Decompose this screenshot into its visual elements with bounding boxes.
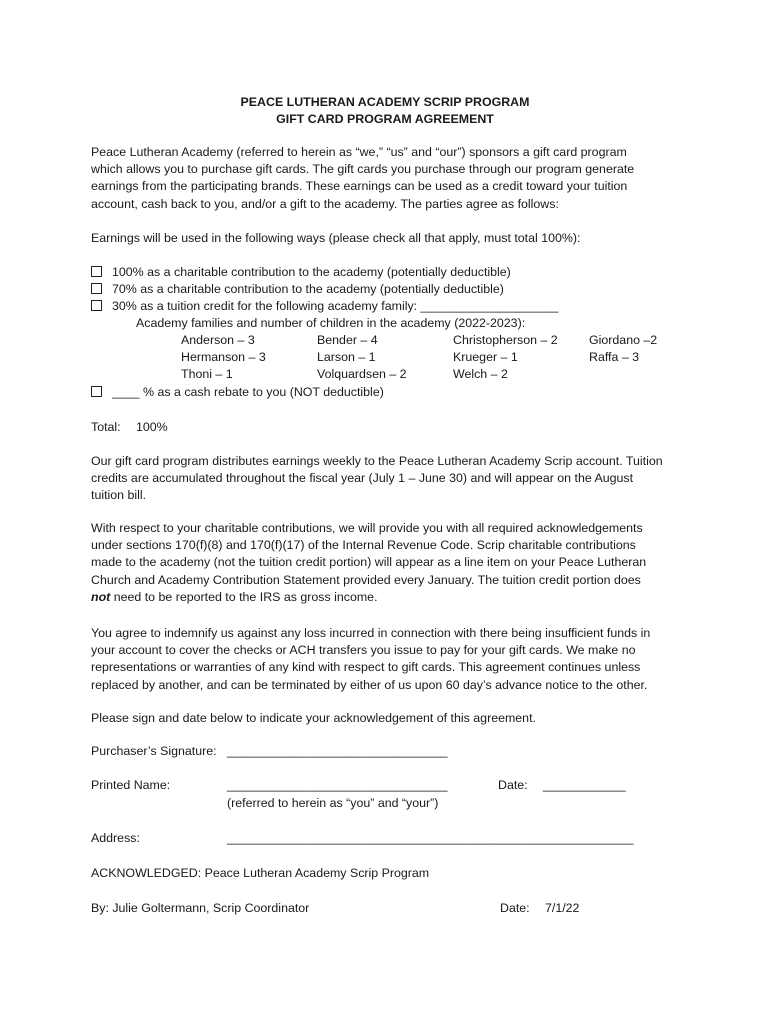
total-value: 100% xyxy=(136,420,168,434)
acknowledged-line: ACKNOWLEDGED: Peace Lutheran Academy Scrip Program xyxy=(91,866,430,880)
option-tuition-credit-30: 30% as a tuition credit for the following academy family: ____________________ xyxy=(91,298,558,315)
printed-name-note: (referred to herein as “you” and “your”) xyxy=(227,796,439,810)
family-christopherson: Christopherson – 2 xyxy=(453,333,558,347)
sign-instruction: Please sign and date below to indicate your acknowledgement of this agreement. xyxy=(91,711,536,725)
printed-name-date-label: Date: xyxy=(498,778,528,792)
family-volquardsen: Volquardsen – 2 xyxy=(317,367,407,381)
family-anderson: Anderson – 3 xyxy=(181,333,255,347)
emphasis-not: not xyxy=(91,589,111,604)
printed-name-field[interactable]: ________________________________ xyxy=(227,778,448,792)
family-welch: Welch – 2 xyxy=(453,367,508,381)
family-raffa: Raffa – 3 xyxy=(589,350,640,364)
earnings-heading: Earnings will be used in the following ways (please check all that apply, must total 100%): xyxy=(91,231,581,245)
intro-paragraph: Peace Lutheran Academy (referred to herein as “we,” “us” and “our”) sponsors a gift card program which allows you to purchase gift cards. The gift cards you purchase through our program generate earnings from the participating brands. These earnings can be used as a credit toward your tuition account, cash back to you, and/or a gift to the academy. The parties agree as follows: xyxy=(91,145,635,211)
option-cash-rebate: ____ % as a cash rebate to you (NOT deductible) xyxy=(91,384,384,401)
family-giordano: Giordano –2 xyxy=(589,333,658,347)
checkbox-tuition-credit-30[interactable] xyxy=(91,300,102,311)
checkbox-cash-rebate[interactable] xyxy=(91,386,102,397)
option-charitable-100: 100% as a charitable contribution to the academy (potentially deductible) xyxy=(91,264,511,281)
printed-name-label: Printed Name: xyxy=(91,778,171,792)
distribution-paragraph: Our gift card program distributes earnings weekly to the Peace Lutheran Academy Scrip account. Tuition credits are accumulated throughout the fiscal year (July 1 – June 30) and will appear on the August tuition bill. xyxy=(91,454,663,503)
family-hermanson: Hermanson – 3 xyxy=(181,350,266,364)
option-charitable-70: 70% as a charitable contribution to the academy (potentially deductible) xyxy=(91,281,504,298)
address-label: Address: xyxy=(91,831,140,845)
address-field[interactable]: ___________________________________________________________ xyxy=(227,831,634,845)
family-bender: Bender – 4 xyxy=(317,333,378,347)
document-subtitle: GIFT CARD PROGRAM AGREEMENT xyxy=(276,112,494,126)
signature-field[interactable]: ________________________________ xyxy=(227,744,448,758)
checkbox-charitable-70[interactable] xyxy=(91,283,102,294)
charitable-paragraph: With respect to your charitable contributions, we will provide you with all required acknowledgements under sections 170(f)(8) and 170(f)(17) of the Internal Revenue Code. Scrip charitable contributions made to the academy (not the tuition credit portion) will appear as a line item on your Peace Lutheran Church and Academy Contribution Statement provided every January. The tuition credit portion does not need to be reported to the IRS as gross income. xyxy=(91,521,647,604)
families-heading: Academy families and number of children in the academy (2022-2023): xyxy=(136,316,526,330)
coordinator-line: By: Julie Goltermann, Scrip Coordinator xyxy=(91,901,310,915)
checkbox-charitable-100[interactable] xyxy=(91,266,102,277)
family-thoni: Thoni – 1 xyxy=(181,367,233,381)
coordinator-date-value: 7/1/22 xyxy=(545,901,580,915)
coordinator-date-label: Date: xyxy=(500,901,530,915)
printed-name-date-field[interactable]: ____________ xyxy=(543,778,626,792)
total-label: Total: xyxy=(91,420,121,434)
signature-label: Purchaser’s Signature: xyxy=(91,744,217,758)
family-krueger: Krueger – 1 xyxy=(453,350,518,364)
indemnify-paragraph: You agree to indemnify us against any loss incurred in connection with there being insufficient funds in your account to cover the checks or ACH transfers you issue to pay for your gift cards. We make no representations or warranties of any kind with respect to gift cards. This agreement continues unless replaced by another, and can be terminated by either of us upon 60 day’s advance notice to the other. xyxy=(91,626,651,692)
document-title: PEACE LUTHERAN ACADEMY SCRIP PROGRAM xyxy=(240,95,530,109)
family-larson: Larson – 1 xyxy=(317,350,376,364)
